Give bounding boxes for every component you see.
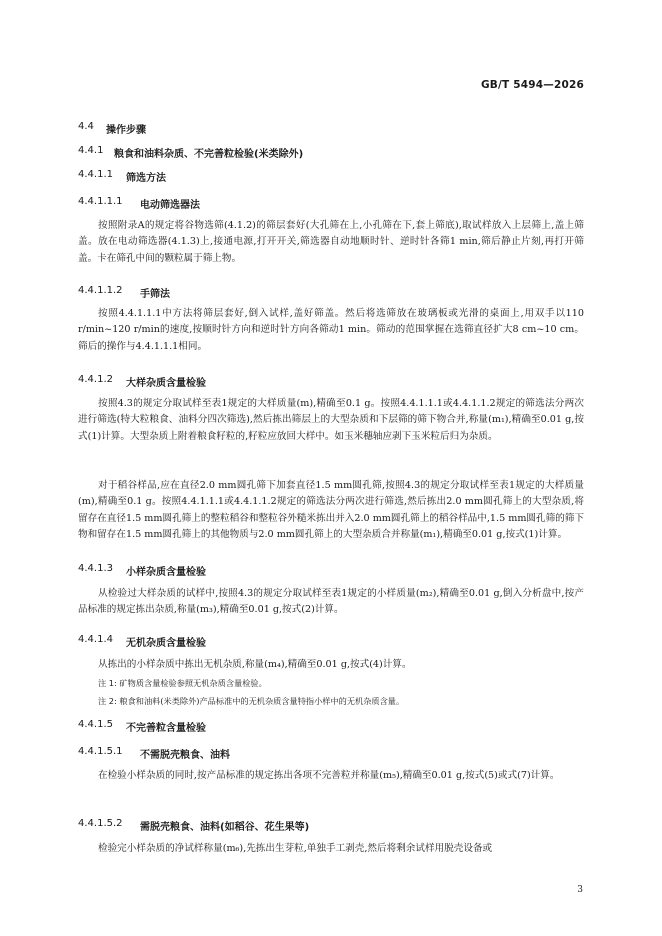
section-title: 不完善粒含量检验	[126, 723, 206, 734]
section-title: 电动筛选器法	[140, 200, 200, 211]
section-title: 筛选方法	[126, 173, 166, 184]
section-title: 需脱壳粮食、油料(如稻谷、花生果等)	[140, 822, 310, 833]
note-2	[98, 695, 584, 707]
paragraph-4-4-1-4: 从拣出的小样杂质中拣出无机杂质,称量(m₄),精确至0.01 g,按式(4)计算。	[98, 659, 412, 670]
section-title: 手筛法	[140, 289, 170, 300]
section-title: 不需脱壳粮食、油料	[140, 750, 230, 761]
standard-code: GB/T 5494—2026	[480, 79, 584, 91]
section-title: 大样杂质含量检验	[126, 378, 206, 389]
section-title: 小样杂质含量检验	[126, 567, 206, 578]
section-title: 无机杂质含量检验	[126, 638, 206, 649]
paragraph-4-4-1-3: 从检验过大样杂质的试样中,按照4.3的规定分取试样至表1规定的小样质量(m₂),精确至0.01 g,倒入分析盘中,按产品标准的规定拣出杂质,称量(m₃),精确至0.01 g,按式(2)计算。	[78, 588, 584, 616]
section-title: 操作步骤	[106, 125, 146, 136]
paragraph-4-4-1-1-2: 按照4.4.1.1.1中方法将筛层套好,倒入试样,盖好筛盖。然后将选筛放在玻璃板或光滑的桌面上,用双手以110 r/min~120 r/min的速度,按顺时针方向和逆时针方向各筛动1 min。筛动的范围掌握在选筛直径扩大8 cm~10 cm。筛后的操作与4.4.1.1.1相同。	[78, 308, 584, 352]
paragraph-4-4-1-5-1: 在检验小样杂质的同时,按产品标准的规定拣出各项不完善粒并称量(m₅),精确至0.01 g,按式(5)或式(7)计算。	[98, 770, 560, 781]
note-text: 粮食和油料(米类除外)产品标准中的无机杂质含量特指小样中的无机杂质含量。	[119, 696, 405, 706]
note-text: 矿物质含量检验参照无机杂质含量检验。	[119, 678, 267, 688]
document-page: GB/T 5494—2026 4.4 操作步骤 4.4.1 粮食和油料杂质、不完善粒检验(米类除外) 4.4.1.1 筛选方法 4.4.1.1.1 电动筛选器法 按照附录A的规定将谷物选筛(4.1.2)的筛层套好(大孔筛在上,小孔筛在下,套上筛底),取试样放入上层筛上,盖上筛盖。放在电动筛选器(4.1.3)上,接通电源,打开开关,筛选器自动地顺时针、逆时针各筛1 min,筛后静止片刻,再打开筛盖。卡在筛孔中间的颗粒属于筛上物。 4.4.1.1.2 手筛法 按照4.4.1.1.1中方法将筛层套好,倒入试样,盖好筛盖。然后将选筛放在玻璃板或光滑的桌面上,用双手以110 r/min~120 r/min的速度,按顺时针方向和逆时针方向各筛动1 min。筛动的范围掌握在选筛直径扩大8 cm~10 cm。筛后的操作与4.4.1.1.1相同。 4.4.1.2 大样杂质含量检验 按照4.3的规定分取试样至表1规定的大样质量(m),精确至0.1 g。按照4.4.1.1.1或4.4.1.1.2规定的筛选法分两次进行筛选(特大粒粮食、油料分四次筛选),然后拣出筛层上的大型杂质和下层筛的筛下物合并,称量(m₁),精确至0.01 g,按式(1)计算。大型杂质上附着粮食籽粒的,籽粒应放回大样中。如玉米穗轴应剥下玉米粒后归为杂质。 对于稻谷样品,应在直径2.0 mm圆孔筛下加套直径1.5 mm圆孔筛,按照4.3的规定分取试样至表1规定的大样质量(m),精确至0.1 g。按照4.4.1.1.1或4.4.1.1.2规定的筛选法分两次进行筛选,然后拣出2.0 mm圆孔筛上的大型杂质,将留存在直径1.5 mm圆孔筛上的整粒稻谷和整粒谷外糙米拣出并入2.0 mm圆孔筛上的稻谷样品中,1.5 mm圆孔筛的筛下物和留存在1.5 mm圆孔筛上的其他物质与2.0 mm圆孔筛上的大型杂质合并称量(m₁),精确至0.01 g,按式(1)计算。 4.4.1.3 小样杂质含量检验 从检验过大样杂质的试样中,按照4.3的规定分取试样至表1规定的小样质量(m₂),精确至0.01 g,倒入分析盘中,按产品标准的规定拣出杂质,称量(m₃),精确至0.01 g,按式(2)计算。 4.4.1.4 无机杂质含量检验 从拣出的小样杂质中拣出无机杂质,称量(m₄),精确至0.01 g,按式(4)计算。 注 1: 矿物质含量检验参照无机杂质含量检验。 注 2: 粮食和油料(米类除外)产品标准中的无机杂质含量特指小样中的无机杂质含量。 4.4.1.5 不完善粒含量检验 4.4.1.5.1 不需脱壳粮食、油料 在检验小样杂质的同时,按产品标准的规定拣出各项不完善粒并称量(m₅),精确至0.01 g,按式(5)或式(7)计算。 4.4.1.5.2 需脱壳粮食、油料(如稻谷、花生果等) 检验完小样杂质的净试样称量(m₆),先拣出生芽粒,单独手工剥壳,然后将剩余试样用脱壳设备或 3	[78, 79, 584, 895]
note-1	[98, 677, 584, 689]
paragraph-4-4-1-5-2: 检验完小样杂质的净试样称量(m₆),先拣出生芽粒,单独手工剥壳,然后将剩余试样用脱壳设备或	[98, 843, 493, 854]
paragraph-4-4-1-1-1: 按照附录A的规定将谷物选筛(4.1.2)的筛层套好(大孔筛在上,小孔筛在下,套上筛底),取试样放入上层筛上,盖上筛盖。放在电动筛选器(4.1.3)上,接通电源,打开开关,筛选器自动地顺时针、逆时针各筛1 min,筛后静止片刻,再打开筛盖。卡在筛孔中间的颗粒属于筛上物。	[78, 220, 584, 264]
note-label: 注 2:	[98, 696, 117, 706]
paragraph-4-4-1-2-a: 按照4.3的规定分取试样至表1规定的大样质量(m),精确至0.1 g。按照4.4.1.1.1或4.4.1.1.2规定的筛选法分两次进行筛选(特大粒粮食、油料分四次筛选),然后拣出筛层上的大型杂质和下层筛的筛下物合并,称量(m₁),精确至0.01 g,按式(1)计算。大型杂质上附着粮食籽粒的,籽粒应放回大样中。如玉米穗轴应剥下玉米粒后归为杂质。	[78, 398, 584, 442]
section-title: 粮食和油料杂质、不完善粒检验(米类除外)	[114, 149, 304, 160]
paragraph-4-4-1-2-b: 对于稻谷样品,应在直径2.0 mm圆孔筛下加套直径1.5 mm圆孔筛,按照4.3的规定分取试样至表1规定的大样质量(m),精确至0.1 g。按照4.4.1.1.1或4.4.1.1.2规定的筛选法分两次进行筛选,然后拣出2.0 mm圆孔筛上的大型杂质,将留存在直径1.5 mm圆孔筛上的整粒稻谷和整粒谷外糙米拣出并入2.0 mm圆孔筛上的稻谷样品中,1.5 mm圆孔筛的筛下物和留存在1.5 mm圆孔筛上的其他物质与2.0 mm圆孔筛上的大型杂质合并称量(m₁),精确至0.01 g,按式(1)计算。	[78, 480, 584, 540]
page-number: 3	[577, 885, 583, 895]
note-label: 注 1:	[98, 678, 117, 688]
